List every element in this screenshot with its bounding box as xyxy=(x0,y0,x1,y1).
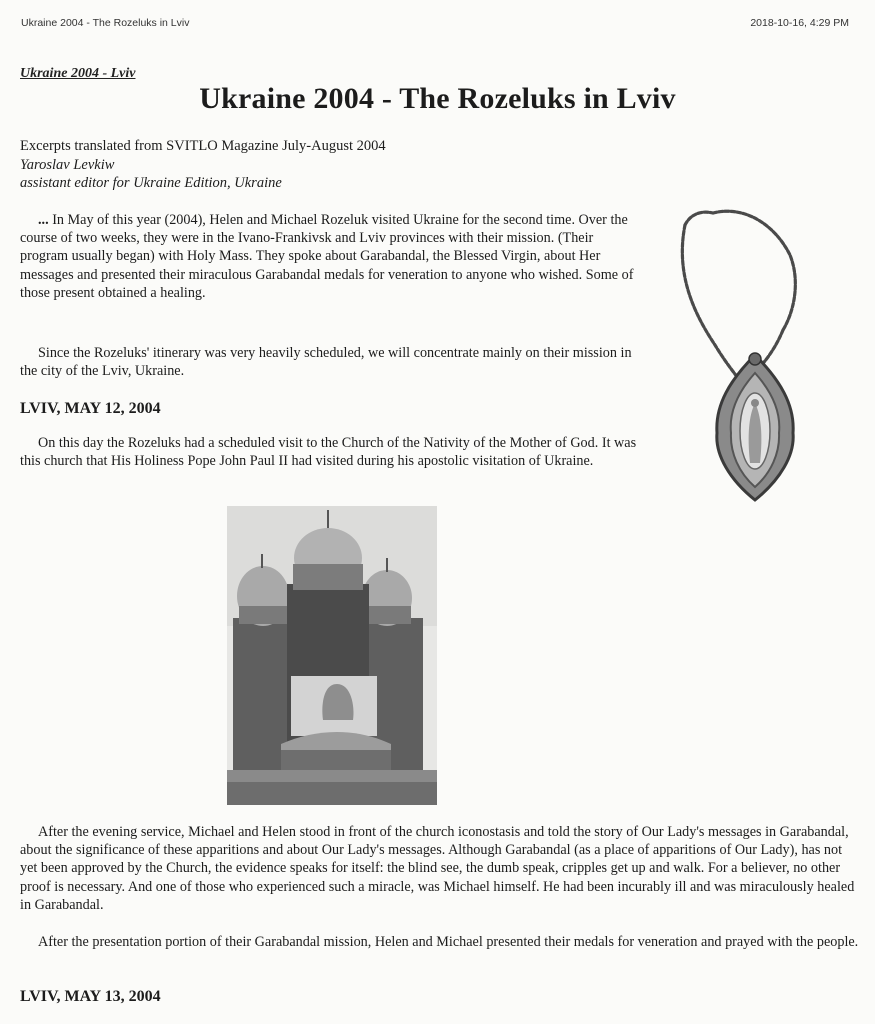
garabandal-medal-image xyxy=(655,195,835,510)
breadcrumb-link[interactable]: Ukraine 2004 - Lviv xyxy=(20,66,136,81)
author-role: assistant editor for Ukraine Edition, Ukraine xyxy=(20,175,282,191)
ellipsis-lead: ... xyxy=(38,212,49,228)
print-header-title: Ukraine 2004 - The Rozeluks in Lviv xyxy=(21,17,190,29)
print-header-timestamp: 2018-10-16, 4:29 PM xyxy=(750,17,849,29)
paragraph-evening-service: After the evening service, Michael and Helen stood in front of the church iconostasis and told the story of Our Lady's messages in Garabandal, about the significance of these apparitions and about Our Lady's messages. Although Garabandal (as a place of apparitions of Our Lady), has not yet been approved by the Church, the evidence speaks for itself: the blind see, the dumb speak, cripples get up and walk. For a believer, no other proof is necessary. And one of those who experienced such a miracle, was Michael himself. He had been incurably ill and was miraculously healed in Garabandal. xyxy=(20,824,855,913)
source-line: Excerpts translated from SVITLO Magazine July-August 2004 xyxy=(20,138,386,154)
paragraph-intro xyxy=(20,211,638,302)
author-name: Yaroslav Levkiw xyxy=(20,156,115,173)
paragraph-itinerary: Since the Rozeluks' itinerary was very heavily scheduled, we will concentrate mainly on their mission in the city of the Lviv, Ukraine. xyxy=(20,345,632,380)
paragraph-intro-text: In May of this year (2004), Helen and Michael Rozeluk visited Ukraine for the second time. Over the course of two weeks, they were in the Ivano-Frankivsk and Lviv provinces with their mission. (Their program usually began) with Holy Mass. They spoke about Garabandal, the Blessed Virgin, about Her messages and presented their miraculous Garabandal medals for veneration to anyone who wished. Some of those present obtained a healing. xyxy=(20,212,634,301)
section-heading-may-12: LVIV, MAY 12, 2004 xyxy=(20,400,161,417)
church-photo xyxy=(227,506,437,805)
section-heading-may-13: LVIV, MAY 13, 2004 xyxy=(20,988,161,1005)
article-meta xyxy=(20,137,386,193)
paragraph-veneration: After the presentation portion of their Garabandal mission, Helen and Michael presented their medals for veneration and prayed with the people. xyxy=(38,934,859,950)
page-title: Ukraine 2004 - The Rozeluks in Lviv xyxy=(199,82,676,115)
paragraph-church-visit: On this day the Rozeluks had a scheduled visit to the Church of the Nativity of the Mother of God. It was this church that His Holiness Pope John Paul II had visited during his apostolic visitation of Ukraine. xyxy=(20,435,637,470)
